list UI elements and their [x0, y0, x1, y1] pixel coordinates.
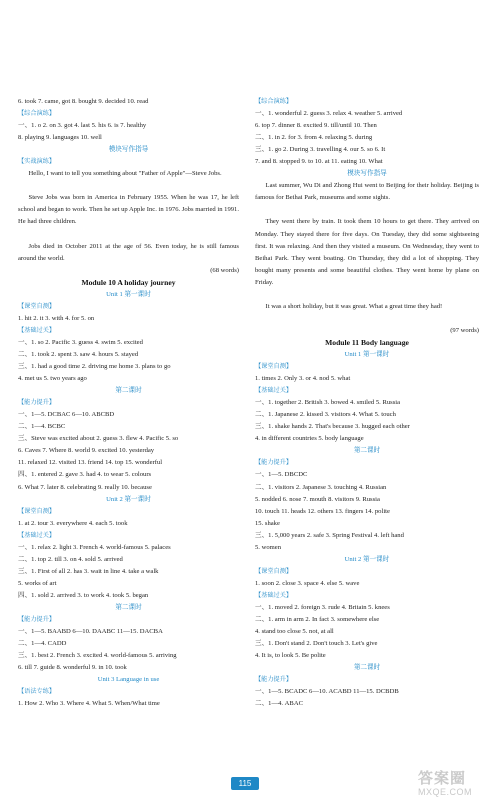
section-heading: 模块写作指导 [347, 170, 387, 178]
section-tag: 【课堂自测】 [18, 507, 56, 515]
text-line: 一、1. moved 2. foreign 3. rude 4. Britain 5. knees [255, 603, 390, 611]
essay-paragraph: Hello, I want to tell you something about "Father of Apple"—Steve Jobs. [28, 170, 222, 178]
section-heading: 第二课时 [353, 664, 381, 672]
text-line: 三、1. go 2. During 3. travelling 4. our 5. so 6. It [255, 146, 386, 154]
text-line: 三、1. First of all 2. has 3. wait in line 4. take a walk [18, 567, 159, 575]
section-tag: 【课堂自测】 [18, 302, 56, 310]
section-heading: 第二课时 [115, 603, 142, 611]
text-line: 一、1—5. DBCDC [255, 471, 308, 479]
text-line: 5. works of art [18, 579, 57, 587]
text-line: 三、Steve was excited about 2. guess 3. flew 4. Pacific 5. so [18, 435, 179, 443]
text-line: 二、1. top 2. till 3. on 4. sold 5. arrived [18, 555, 123, 563]
section-tag: 【基础过关】 [255, 387, 293, 395]
section-heading: Unit 1 第一课时 [344, 351, 390, 358]
essay-paragraph: Last summer, Wu Di and Zhong Hui went to Beijing for their holiday. Beijing is famous for Beihai Park, museums and some sights. [255, 182, 479, 202]
section-tag: 【语法专练】 [18, 688, 56, 696]
text-line: 一、1. together 2. British 3. bowed 4. smiled 5. Russia [255, 399, 401, 407]
right-column [255, 96, 479, 710]
text-line: 三、1. Don't stand 2. Don't touch 3. Let's give [255, 640, 378, 648]
module-title: Module 11 Body language [325, 337, 409, 347]
watermark-logo [418, 770, 492, 800]
section-tag: 【基础过关】 [18, 326, 56, 334]
section-tag: 【能力提升】 [255, 459, 293, 467]
text-line: 二、1—4. CADD [18, 640, 67, 648]
text-line: 二、1. arm in arm 2. In fact 3. somewhere else [255, 616, 380, 624]
section-tag: 【基础过关】 [18, 531, 56, 539]
text-line: 三、1. best 2. French 3. excited 4. world-famous 5. arriving [18, 652, 177, 660]
text-line: 1. at 2. tour 3. everywhere 4. each 5. took [18, 519, 128, 527]
page-number: 115 [231, 777, 259, 790]
text-line: 二、1—4. BCBC [18, 423, 66, 431]
text-line: 1. soon 2. close 3. space 4. else 5. wave [255, 579, 360, 587]
essay-paragraph: Jobs died in October 2011 at the age of 56. Even today, he is still famous around the world. [18, 242, 239, 262]
text-line: 6. took 7. came, got 8. bought 9. decided 10. read [18, 98, 149, 105]
text-line: 二、1. visitors 2. Japanese 3. touching 4. Russian [255, 483, 387, 491]
section-heading: Unit 2 第一课时 [344, 555, 390, 563]
text-line: 一、1. relax 2. light 3. French 4. world-famous 5. palaces [18, 543, 171, 551]
section-heading: 第二课时 [115, 387, 142, 395]
section-heading: 第二课时 [353, 447, 381, 455]
text-line: 4. in different countries 5. body language [255, 435, 364, 443]
word-count: (68 words) [210, 266, 239, 274]
left-column [18, 96, 239, 710]
section-tag: 【课堂自测】 [255, 363, 293, 371]
text-line: 5. women [255, 543, 282, 551]
essay-paragraph: Steve Jobs was born in America in February 1955. When he was 17, he left school and began to work. Then he set up Apple Inc. in 1976. Jobs married in 1991. He had three children. [18, 194, 239, 226]
text-line: 二、1. Japanese 2. kissed 3. visitors 4. What 5. touch [255, 411, 396, 419]
text-line: 11. relaxed 12. visited 13. friend 14. top 15. wonderful [18, 459, 163, 467]
text-line: 一、1—5. BCADC 6—10. ACABD 11—15. DCBDB [255, 688, 399, 696]
text-line: 6. What 7. later 8. celebrating 9. really 10. because [18, 483, 152, 491]
essay-paragraph: It was a short holiday, but it was great. What a great time they had! [265, 302, 443, 310]
section-tag: 【综合演练】 [255, 98, 293, 105]
text-line: 四、1. entered 2. gave 3. had 4. to wear 5. colours [18, 471, 152, 479]
text-line: 4. It is, to look 5. Be polite [255, 652, 326, 660]
text-line: 二、1. in 2. for 3. from 4. relaxing 5. during [255, 134, 373, 142]
word-count: (97 words) [450, 326, 479, 334]
text-line: 6. till 7. guide 8. wonderful 9. in 10. took [18, 664, 127, 672]
section-tag: 【基础过关】 [255, 591, 293, 599]
section-heading: Unit 2 第一课时 [106, 495, 151, 503]
text-line: 8. playing 9. languages 10. well [18, 134, 102, 142]
section-heading: Unit 3 Language in use [97, 676, 160, 684]
text-line: 三、1. had a good time 2. driving me home 3. plans to go [18, 363, 171, 371]
text-line: 5. nodded 6. nose 7. mouth 8. visitors 9. Russia [255, 495, 380, 503]
text-line: 1. hit 2. it 3. with 4. for 5. on [18, 314, 95, 322]
section-tag: 【课堂自测】 [255, 567, 293, 575]
section-tag: 【能力提升】 [18, 399, 56, 407]
section-heading: 模块写作指导 [108, 146, 149, 154]
text-line: 三、1. shake hands 2. That's because 3. hugged each other [255, 423, 410, 431]
watermark-bottom: MXQE.COM [418, 787, 473, 797]
text-line: 1. How 2. Who 3. Where 4. What 5. When/What time [18, 700, 160, 708]
text-line: 一、1—5. DCBAC 6—10. ABCBD [18, 411, 115, 419]
text-line: 四、1. sold 2. arrived 3. to work 4. took 5. began [18, 591, 149, 599]
section-tag: 【实战演练】 [18, 158, 56, 166]
text-line: 15. shake [255, 519, 280, 527]
text-line: 一、1. wonderful 2. guess 3. relax 4. weather 5. arrived [255, 110, 403, 118]
section-tag: 【综合演练】 [18, 110, 56, 118]
text-line: 一、1. so 2. Pacific 3. guess 4. swim 5. excited [18, 338, 143, 346]
section-tag: 【能力提升】 [255, 676, 293, 684]
text-line: 二、1—4. ABAC [255, 700, 303, 708]
text-line: 4. met us 5. two years ago [18, 375, 87, 383]
text-line: 6. top 7. dinner 8. excited 9. till/until 10. Then [255, 122, 377, 130]
text-line: 二、1. took 2. spent 3. saw 4. hours 5. stayed [18, 350, 139, 358]
text-line: 10. touch 11. heads 12. others 13. fingers 14. polite [255, 507, 390, 515]
module-title: Module 10 A holiday journey [81, 277, 176, 287]
text-line: 1. times 2. Only 3. or 4. nod 5. what [255, 375, 351, 383]
section-tag: 【能力提升】 [18, 616, 56, 624]
text-line: 一、1. o 2. on 3. got 4. last 5. his 6. is 7. healthy [18, 122, 147, 130]
text-line: 7. and 8. stopped 9. to 10. at 11. eating 10. What [255, 158, 383, 166]
text-line: 三、1. 5,000 years 2. safe 3. Spring Festival 4. left hand [255, 531, 404, 539]
text-line: 6. Caves 7. Where 8. world 9. excited 10. yesterday [18, 447, 155, 455]
text-line: 4. stand too close 5. not, at all [255, 628, 334, 636]
text-line: 一、1—5. BAABD 6—10. DAABC 11—15. DACBA [18, 628, 163, 636]
section-heading: Unit 1 第一课时 [106, 290, 151, 298]
essay-paragraph: They went there by train. It took them 10 hours to get there. They arrived on Monday. They stayed there for five days. On Tuesday, they did some sightseeing first. It was relaxing. And then they visited a museum. On Wednesday, they went to Beihai Park. They went boating. On Thursday, they did a lot of shopping. They bought many presents and some beautiful clothes. They went home by plane on Friday. [255, 218, 479, 286]
watermark-top: 答案圈 [418, 770, 467, 787]
